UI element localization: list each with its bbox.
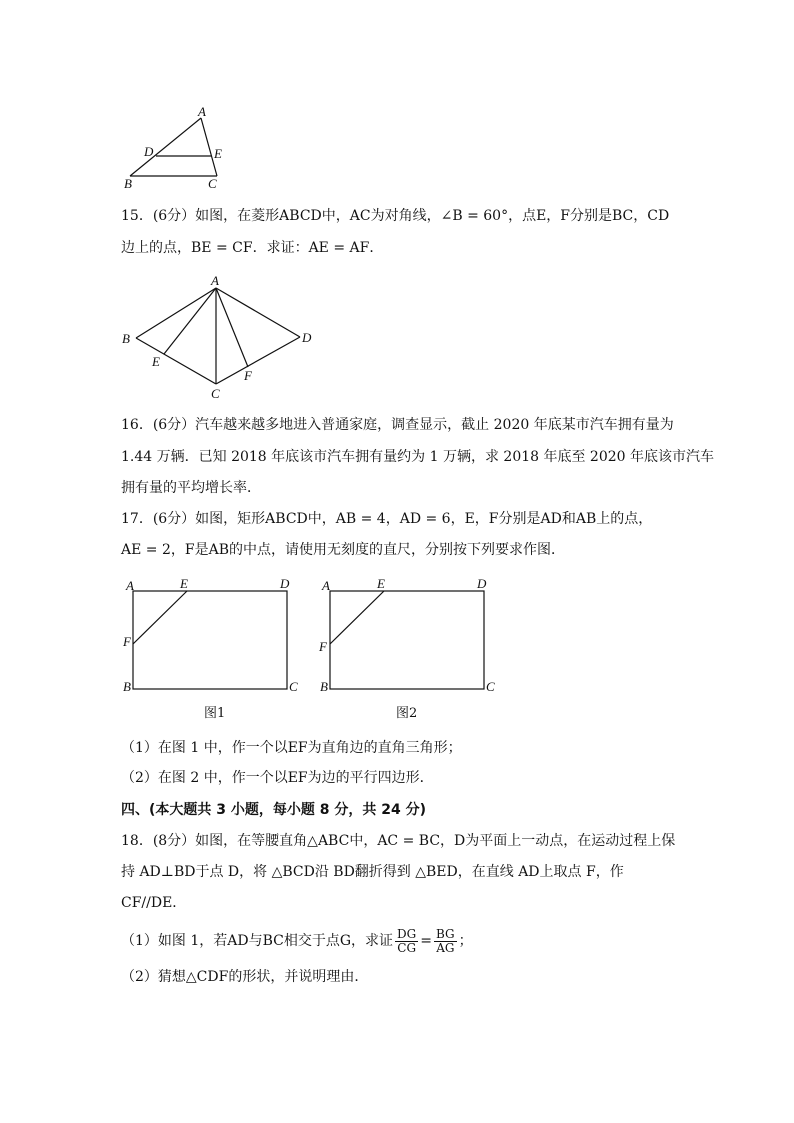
fraction-denominator: CG [397,940,417,955]
fraction-numerator: DG [397,926,417,941]
label-C: C [211,386,220,401]
figure-caption-2: 图2 [396,706,418,721]
label-B: B [124,176,132,191]
fraction-bg-ag [434,928,457,955]
rhombus-figure-q15 [120,272,320,402]
q15-line1: 15．(6分）如图，在菱形ABCD中，AC为对角线，∠B = 60°，点E，F分别是BC，CD [121,208,670,224]
q17-sub1: （1）在图 1 中，作一个以EF为直角边的直角三角形； [121,740,462,756]
q18-line2: 持 AD⊥BD于点 D，将 △BCD沿 BD翻折得到 △BED，在直线 AD上取点 F，作 [121,864,624,880]
q16-line2: 1.44 万辆．已知 2018 年底该市汽车拥有量约为 1 万辆，求 2018 年底至 2020 年底该市汽车 [121,449,715,465]
label-B: B [123,679,131,694]
fraction-denominator: AG [436,940,455,955]
label-B: B [320,679,328,694]
q18-sub2: （2）猜想△CDF的形状，并说明理由． [121,969,369,985]
label-E: E [214,146,222,161]
label-A: A [126,578,134,593]
label-D: D [280,576,290,591]
label-A: A [198,104,206,119]
label-A: A [322,578,330,593]
label-F: F [123,634,131,649]
q18-line1: 18．(8分）如图，在等腰直角△ABC中，AC = BC，D为平面上一动点，在运动过程上保 [121,833,676,849]
q15-line2: 边上的点，BE = CF．求证：AE = AF． [121,240,384,256]
q17-line2: AE = 2，F是AB的中点，请使用无刻度的直尺，分别按下列要求作图． [121,542,565,558]
label-B: B [122,331,130,346]
label-E: E [180,576,188,591]
equals-sign: = [420,933,432,949]
fraction-numerator: BG [436,926,455,941]
section-heading: 四、(本大题共 3 小题，每小题 8 分，共 24 分) [121,802,427,818]
q18-sub1-prefix: （1）如图 1，若AD与BC相交于点G，求证 [121,933,394,949]
label-D: D [302,330,312,345]
label-F: F [319,639,327,654]
label-E: E [377,576,385,591]
label-D: D [144,144,154,159]
label-C: C [289,679,298,694]
fraction-dg-cg [395,928,418,955]
rectangle-figure-2 [316,574,506,724]
q18-sub1 [121,924,473,958]
label-A: A [211,273,219,288]
q16-line3: 拥有量的平均增长率． [121,480,261,496]
q16-line1: 16．(6分）汽车越来越多地进入普通家庭，调查显示，截止 2020 年底某市汽车拥有量为 [121,417,674,433]
label-E: E [152,354,160,369]
label-C: C [208,176,217,191]
q17-line1: 17．(6分）如图，矩形ABCD中，AB = 4，AD = 6，E，F分别是AD和AB上的点， [121,511,653,527]
q17-sub2: （2）在图 2 中，作一个以EF为边的平行四边形． [121,770,434,786]
label-F: F [244,368,252,383]
triangle-figure-q14 [120,100,230,195]
rectangle-figure-1 [120,574,310,724]
label-C: C [486,679,495,694]
figure-caption-1: 图1 [204,706,226,721]
q18-line3: CF//DE． [121,895,187,911]
q18-sub1-suffix: ； [458,933,473,949]
label-D: D [477,576,487,591]
